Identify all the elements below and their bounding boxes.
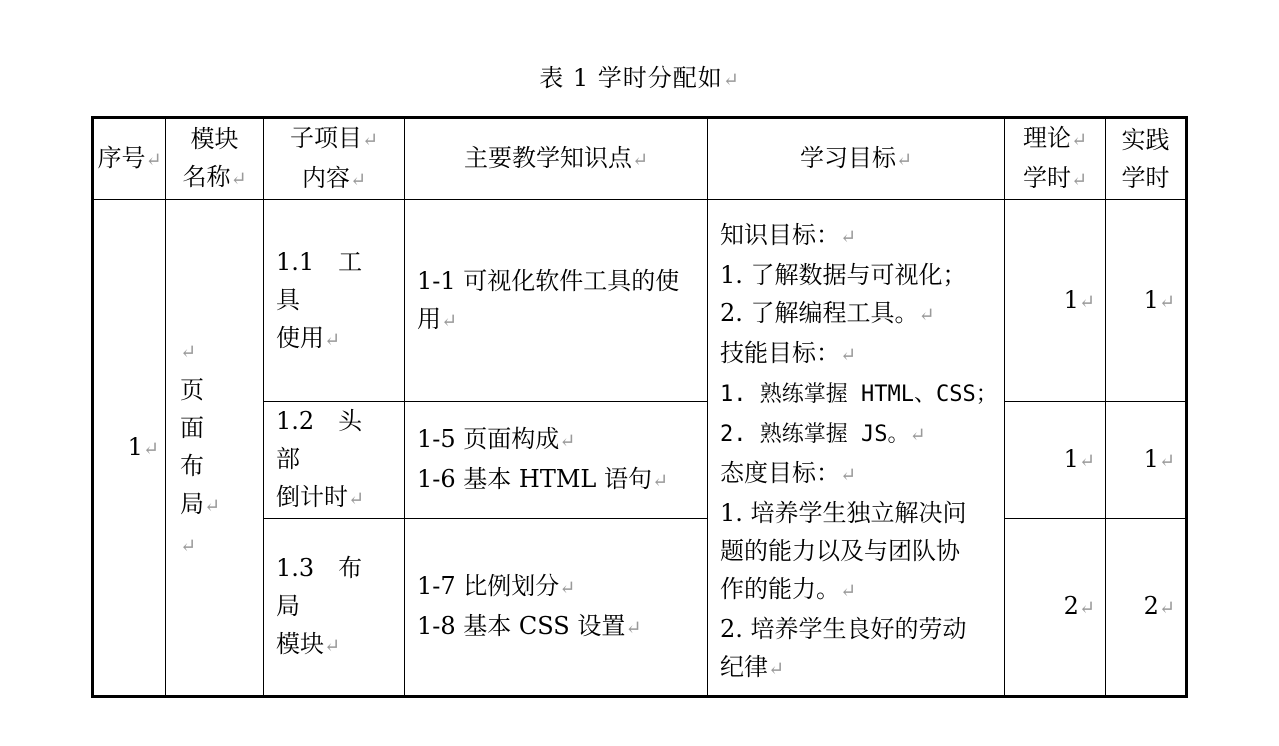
subitem-cell-3: 1.3 布 局 模块↵ (264, 519, 405, 697)
points-cell-1: 1-1 可视化软件工具的使 用↵ (405, 200, 708, 402)
caption-text: 表 1 学时分配如 (539, 64, 723, 92)
header-points: 主要教学知识点↵ (405, 118, 708, 200)
header-subitem: 子项目↵ 内容↵ (264, 118, 405, 200)
module-line-1: 页 面 (180, 375, 228, 442)
theory-cell-1: 1↵ (1005, 200, 1106, 402)
header-seq: 序号↵ (93, 118, 166, 200)
theory-cell-3: 2↵ (1005, 519, 1106, 697)
header-module: 模块 名称↵ (166, 118, 264, 200)
goals-cell: 知识目标：↵ 1. 了解数据与可视化； 2. 了解编程工具。↵ 技能目标：↵ 1. 熟练掌握 HTML、CSS； 2. 熟练掌握 JS。↵ 态度目标：↵ 1. 培养学生独立解决问 题的能力以及与团队协 作的能力。↵ 2. 培养学生良好的劳动 纪律↵ (708, 200, 1005, 697)
subitem-cell-2: 1.2 头 部 倒计时↵ (264, 402, 405, 519)
table-row (93, 200, 1187, 402)
points-cell-2: 1-5 页面构成↵ 1-6 基本 HTML 语句↵ (405, 402, 708, 519)
practice-cell-1: 1↵ (1106, 200, 1187, 402)
header-practice: 实践 学时 (1106, 118, 1187, 200)
points-cell-3: 1-7 比例划分↵ 1-8 基本 CSS 设置↵ (405, 519, 708, 697)
subitem-cell-1: 1.1 工 具 使用↵ (264, 200, 405, 402)
table-caption: 表 1 学时分配如↵ (539, 64, 740, 92)
practice-cell-2: 1↵ (1106, 402, 1187, 519)
module-line-2: 布 局 (180, 451, 228, 518)
module-cell: ↵ 页 面 布 局↵ ↵ (166, 200, 264, 697)
header-row (93, 118, 1187, 200)
course-hours-table (91, 116, 1188, 698)
header-theory: 理论↵ 学时↵ (1005, 118, 1106, 200)
practice-cell-3: 2↵ (1106, 519, 1187, 697)
theory-cell-2: 1↵ (1005, 402, 1106, 519)
seq-cell: 1↵ (93, 200, 166, 697)
header-goals: 学习目标↵ (708, 118, 1005, 200)
